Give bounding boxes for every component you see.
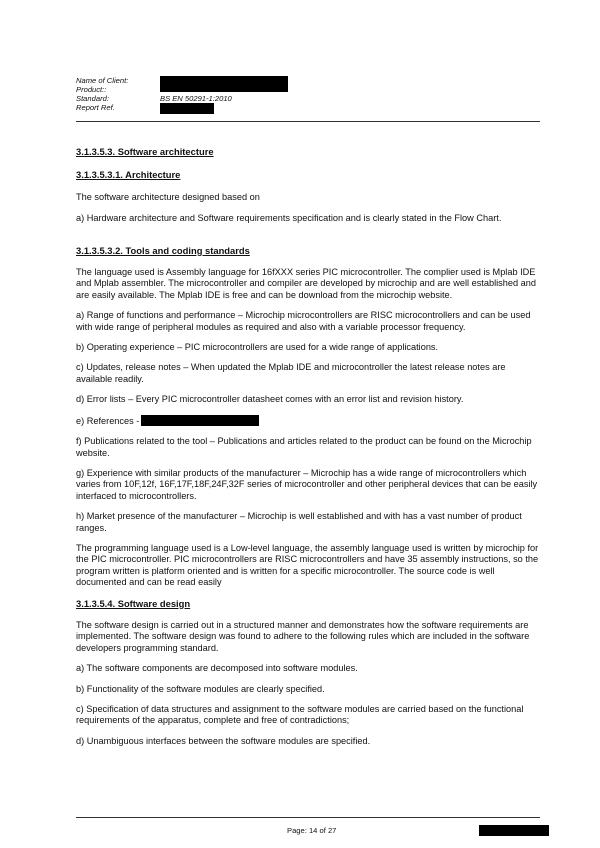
page-number: Page: 14 of 27 [287, 826, 337, 835]
client-label: Name of Client: [76, 76, 129, 85]
references-label: e) References - [76, 415, 140, 426]
paragraph-tools-f: f) Publications related to the tool – Publications and articles related to the product can be found on the Microchip website. [76, 436, 532, 458]
heading-architecture: 3.1.3.5.3.1. Architecture [76, 169, 181, 181]
paragraph-arch-intro: The software architecture designed based on [76, 191, 260, 202]
paragraph-design-a: a) The software components are decomposed into software modules. [76, 663, 358, 674]
paragraph-arch-a: a) Hardware architecture and Software requirements specification and is clearly stated in the Flow Chart. [76, 213, 502, 224]
standard-value: BS EN 50291-1:2010 [160, 94, 232, 103]
paragraph-tools-b: b) Operating experience – PIC microcontrollers are used for a wide range of applications. [76, 342, 439, 353]
redacted-footer-ref [479, 825, 549, 836]
redacted-client-block [160, 76, 288, 92]
paragraph-tools-h: h) Market presence of the manufacturer – Microchip is well established and with has a vast number of product ranges. [76, 511, 522, 533]
paragraph-tools-g: g) Experience with similar products of the manufacturer – Microchip has a wide range of microcontrollers which varies from 10F,12f, 16F,17F,18F,24F,32F series of microcontroller and other peripheral devices that can be easily interfaced to microcontrollers. [76, 467, 538, 501]
paragraph-tools-c: c) Updates, release notes – When updated the Mplab IDE and microcontroller the latest release notes are available readily. [76, 362, 506, 384]
paragraph-design-b: b) Functionality of the software modules are clearly specified. [76, 683, 325, 694]
paragraph-tools-intro: The language used is Assembly language for 16fXXX series PIC microcontroller. The complier used is Mplab IDE and Mplab assembler. The microcontroller and compiler are developed by microchip and are well established and are easily available. The Mplab IDE is free and can be download from the microchip website. [76, 267, 536, 300]
redacted-report-ref [160, 103, 214, 114]
heading-software-design: 3.1.3.5.4. Software design [76, 597, 191, 609]
standard-label: Standard: [76, 94, 109, 103]
redacted-references [141, 415, 259, 426]
paragraph-design-intro: The software design is carried out in a structured manner and demonstrates how the software requirements are implemented. The software design was found to adhere to the following rules which are included in the software developers programming standard. [76, 619, 530, 653]
document-body [76, 146, 544, 747]
header-divider [76, 121, 540, 122]
heading-tools-coding: 3.1.3.5.3.2. Tools and coding standards [76, 244, 250, 256]
paragraph-tools-a: a) Range of functions and performance – Microchip microcontrollers are RISC microcontrollers and can be used with wide range of peripheral modules as required and also with a variable processor frequency. [76, 310, 531, 332]
paragraph-design-c: c) Specification of data structures and assignment to the software modules are carried based on the functional requirements of the apparatus, complete and free of contradictions; [76, 704, 524, 726]
paragraph-tools-d: d) Error lists – Every PIC microcontroller datasheet comes with an error list and revision history. [76, 394, 464, 405]
report-header [76, 76, 536, 112]
report-ref-label: Report Ref. [76, 103, 115, 112]
product-label: Product:: [76, 85, 107, 94]
heading-software-architecture: 3.1.3.5.3. Software architecture [76, 146, 214, 157]
paragraph-tools-e [76, 415, 544, 427]
paragraph-tools-language: The programming language used is a Low-level language, the assembly language used is written by microchip for the PIC microcontroller. PIC microcontrollers are RISC microcontrollers and have 35 assembly instructions, so the program written is platform oriented and is written for a specific microcontroller. The source code is well documented and can be read easily [76, 542, 539, 588]
footer-divider [76, 817, 540, 818]
paragraph-design-d: d) Unambiguous interfaces between the software modules are specified. [76, 735, 371, 746]
